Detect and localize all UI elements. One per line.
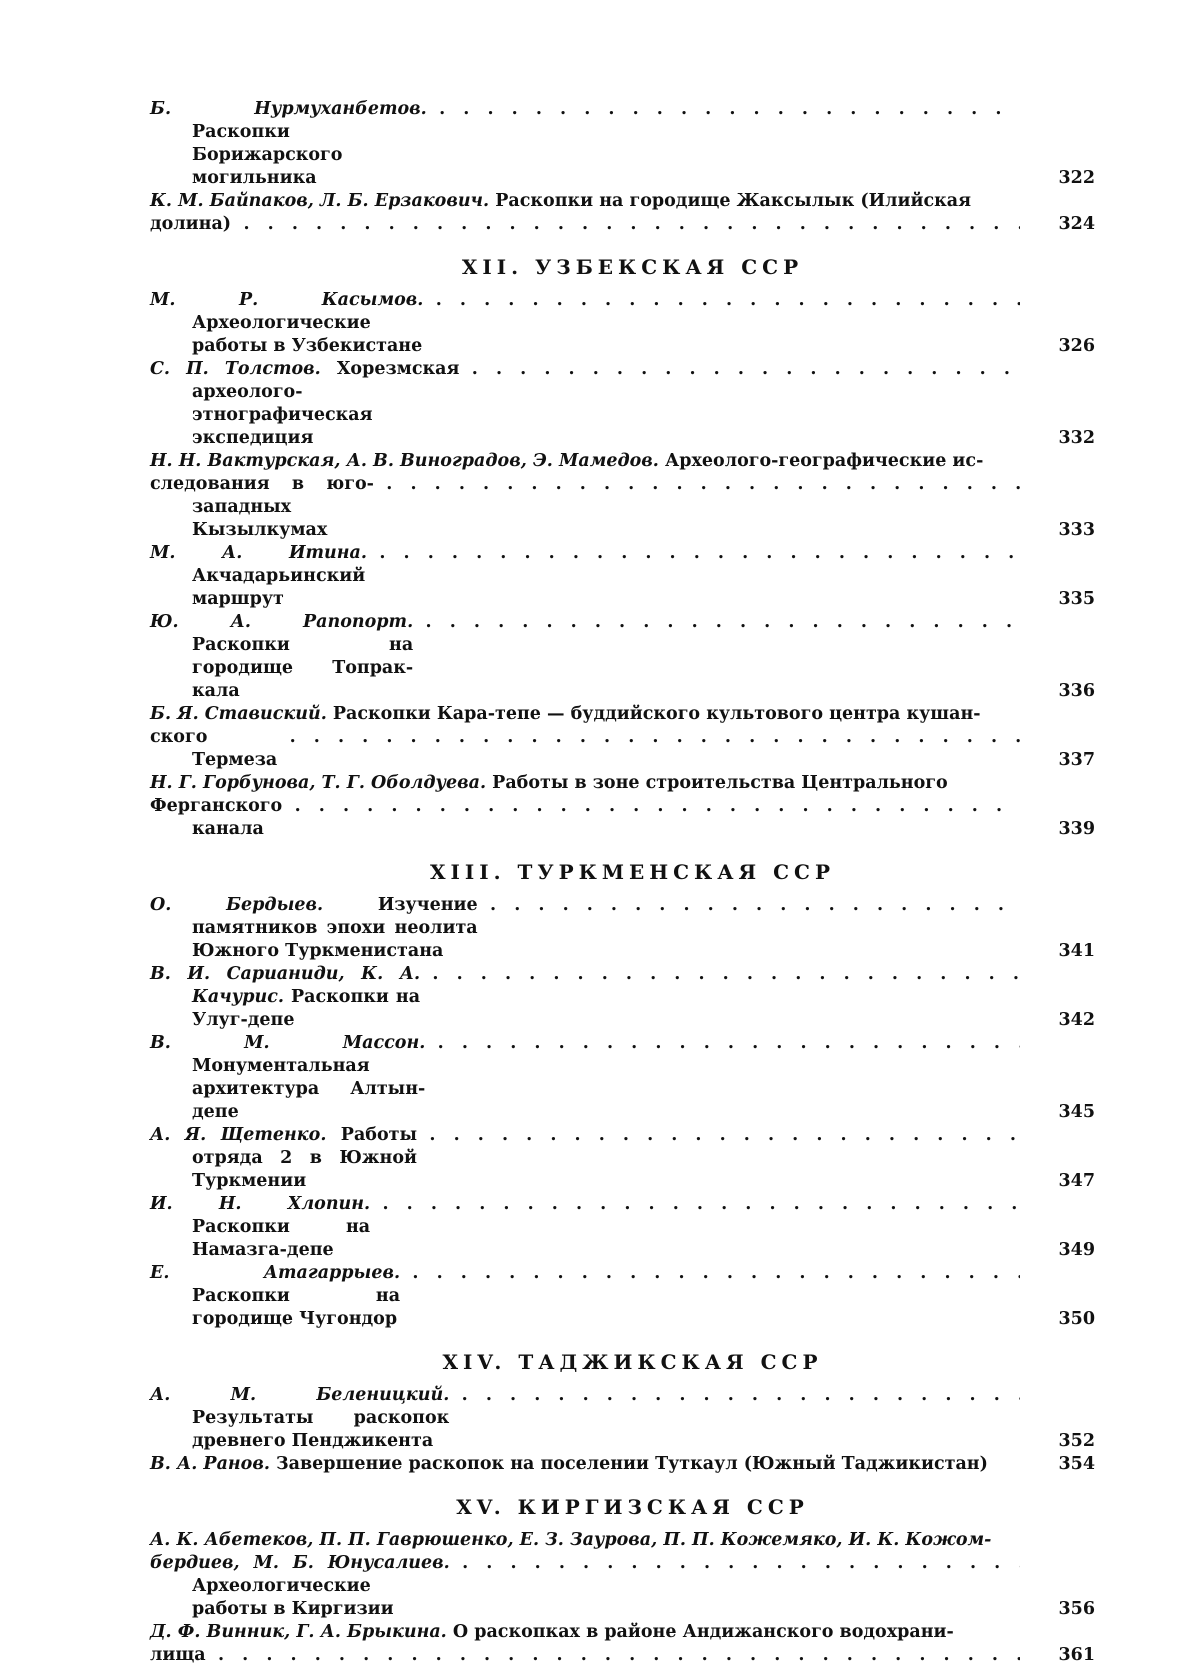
entry-first-line-text <box>150 1193 371 1262</box>
entry-title: Раскопки Борижарского могильника <box>192 122 343 188</box>
toc-entry[interactable] <box>150 190 1095 236</box>
entry-page-number: 336 <box>1058 681 1095 701</box>
entry-title: Результаты раскопок древнего Пенджикента <box>192 1408 450 1451</box>
entry-first-line-text <box>150 1529 992 1552</box>
toc-entry[interactable] <box>150 611 1095 703</box>
entry-continuation-text <box>150 726 278 772</box>
entry-title: Археологические работы в Киргизии <box>192 1576 394 1619</box>
entry-line <box>150 703 1020 726</box>
toc-entry[interactable] <box>150 1384 1095 1453</box>
entry-page-number: 361 <box>1058 1645 1095 1665</box>
entry-first-line-text <box>150 98 427 190</box>
entry-author: К. М. Байпаков, Л. Б. Ерзакович. <box>150 191 490 211</box>
entry-line <box>150 1032 1020 1124</box>
entry-page-number: 347 <box>1058 1171 1095 1191</box>
toc-entry[interactable] <box>150 1529 1095 1621</box>
dot-leader <box>376 1193 1020 1216</box>
entry-title: Изучение памятников эпохи неолита Южного Туркменистана <box>192 895 478 961</box>
entry-line <box>150 1124 1020 1193</box>
entry-line <box>150 450 1020 473</box>
entry-line <box>150 190 1020 213</box>
dot-leader <box>373 542 1020 565</box>
entry-title: лища <box>150 1645 206 1665</box>
section-heading: XIV. ТАДЖИКСКАЯ ССР <box>442 1350 823 1374</box>
entry-author: М. А. Итина. <box>150 543 367 563</box>
toc-entry[interactable] <box>150 1262 1095 1331</box>
entry-line <box>150 1384 1020 1453</box>
entry-title: долина) <box>150 214 232 234</box>
entry-title: Раскопки на городище Чугондор <box>192 1286 401 1329</box>
toc-entry[interactable] <box>150 1193 1095 1262</box>
entry-first-line-text <box>150 542 367 611</box>
dot-leader <box>212 1644 1020 1667</box>
entry-line <box>150 1453 1020 1476</box>
dot-leader <box>406 1262 1020 1285</box>
entry-title: Раскопки на Намазга-депе <box>192 1217 371 1260</box>
entry-page-number: 342 <box>1058 1010 1095 1030</box>
toc-section <box>150 1496 1095 1667</box>
entry-line <box>150 358 1020 450</box>
dot-leader <box>380 473 1020 496</box>
dot-leader <box>465 358 1020 381</box>
toc-entry[interactable] <box>150 1032 1095 1124</box>
toc-entry[interactable] <box>150 450 1095 542</box>
entry-title: Завершение раскопок на поселении Туткаул (Южный Таджикистан) <box>269 1454 988 1474</box>
entry-page-number: 354 <box>1058 1454 1095 1474</box>
entry-author: В. И. Сарианиди, К. А. Качурис. <box>150 964 421 1007</box>
section-heading: XV. КИРГИЗСКАЯ ССР <box>456 1495 809 1519</box>
entry-first-line-text <box>150 289 424 358</box>
entry-line <box>150 98 1020 190</box>
entry-first-line-text <box>150 450 984 473</box>
entry-author: М. Р. Касымов. <box>150 290 424 310</box>
entry-author: Д. Ф. Винник, Г. А. Брыкина. <box>150 1622 447 1642</box>
dot-leader <box>431 1032 1020 1055</box>
entry-first-line-text <box>150 963 421 1032</box>
entry-page-number: 352 <box>1058 1431 1095 1451</box>
entry-continuation-text <box>150 1552 450 1621</box>
dot-leader <box>429 289 1020 312</box>
entry-first-line-text <box>150 703 981 726</box>
entry-title: ского Термеза <box>150 727 278 770</box>
entry-page-number: 326 <box>1058 336 1095 356</box>
entry-page-number: 333 <box>1058 520 1095 540</box>
entry-continuation-text <box>150 473 374 542</box>
entry-first-line-text <box>150 894 478 963</box>
toc-entry[interactable] <box>150 1124 1095 1193</box>
entry-title: следования в юго-западных Кызылкумах <box>150 474 374 540</box>
entry-line <box>150 1552 1020 1621</box>
dot-leader <box>283 726 1020 749</box>
dot-leader <box>288 795 1020 818</box>
entry-first-line-text <box>150 1621 954 1644</box>
entry-line <box>150 963 1020 1032</box>
entry-title: Ферганского канала <box>150 796 283 839</box>
entry-author: Б. Я. Ставиский. <box>150 704 327 724</box>
toc-entry[interactable] <box>150 289 1095 358</box>
entry-line <box>150 289 1020 358</box>
entry-first-line-text <box>150 1124 418 1193</box>
dot-leader <box>456 1552 1020 1575</box>
entry-line <box>150 1621 1020 1644</box>
entry-title: Раскопки на Улуг-депе <box>192 987 421 1030</box>
entry-author: Н. Г. Горбунова, Т. Г. Оболдуева. <box>150 773 487 793</box>
section-continued <box>150 98 1095 236</box>
entry-author: О. Бердыев. <box>150 895 324 915</box>
toc-section <box>150 1351 1095 1476</box>
entry-first-line-text <box>150 1384 450 1453</box>
entry-title: Раскопки на городище Жаксылык (Илийская <box>489 191 972 211</box>
entry-continuation-text <box>150 795 283 841</box>
entry-line <box>150 1193 1020 1262</box>
entry-page-number: 335 <box>1058 589 1095 609</box>
entry-line <box>150 213 1020 236</box>
entry-first-line-text <box>150 611 414 703</box>
table-of-contents <box>150 98 1095 1667</box>
dot-leader <box>484 894 1020 917</box>
dot-leader <box>237 213 1020 236</box>
dot-leader <box>455 1384 1020 1407</box>
toc-entry[interactable] <box>150 358 1095 450</box>
entry-author: А. Я. Щетенко. <box>150 1125 327 1145</box>
toc-section <box>150 256 1095 841</box>
entry-line <box>150 1262 1020 1331</box>
entry-line <box>150 726 1020 772</box>
entry-page-number: 339 <box>1058 819 1095 839</box>
entry-page-number: 324 <box>1058 214 1095 234</box>
entry-line <box>150 1529 1020 1552</box>
entry-title: О раскопках в районе Андижанского водохрани- <box>446 1622 954 1642</box>
toc-entry[interactable] <box>150 1453 1095 1476</box>
entry-page-number: 341 <box>1058 941 1095 961</box>
dot-leader <box>423 1124 1020 1147</box>
entry-author: И. Н. Хлопин. <box>150 1194 371 1214</box>
entry-author: В. А. Ранов. <box>150 1454 270 1474</box>
entry-line <box>150 795 1020 841</box>
entry-page-number: 349 <box>1058 1240 1095 1260</box>
toc-entry[interactable] <box>150 1621 1095 1667</box>
entry-title: Монументальная архитектура Алтын-депе <box>192 1056 426 1122</box>
section-heading: XIII. ТУРКМЕНСКАЯ ССР <box>429 860 835 884</box>
entry-first-line-text <box>150 1262 401 1331</box>
entry-title: Работы в зоне строительства Центрального <box>486 773 948 793</box>
entry-author: А. К. Абетеков, П. П. Гаврюшенко, Е. З. Заурова, П. П. Кожемяко, И. К. Кожом- <box>150 1530 992 1550</box>
toc-entry[interactable] <box>150 542 1095 611</box>
entry-line <box>150 1644 1020 1667</box>
dot-leader <box>426 963 1020 986</box>
entry-author: В. М. Массон. <box>150 1033 426 1053</box>
entry-line <box>150 473 1020 542</box>
entry-continuation-text <box>150 1644 206 1667</box>
entry-page-number: 356 <box>1058 1599 1095 1619</box>
entry-title: Хорезмская археолого-этнографическая экспедиция <box>192 359 460 448</box>
entry-first-line-text <box>150 1453 988 1476</box>
entry-author: С. П. Толстов. <box>150 359 321 379</box>
entry-page-number: 322 <box>1058 168 1095 188</box>
entry-title: Археолого-географические ис- <box>658 451 984 471</box>
entry-line <box>150 611 1020 703</box>
toc-entry[interactable] <box>150 772 1095 841</box>
entry-page-number: 350 <box>1058 1309 1095 1329</box>
entry-title: Раскопки Кара-тепе — буддийского культового центра кушан- <box>326 704 981 724</box>
entry-first-line-text <box>150 1032 426 1124</box>
toc-entry[interactable] <box>150 963 1095 1032</box>
entry-author: Ю. А. Рапопорт. <box>150 612 414 632</box>
entry-first-line-text <box>150 358 460 450</box>
entry-title: Археологические работы в Узбекистане <box>192 313 423 356</box>
dot-leader <box>433 98 1020 121</box>
dot-leader <box>419 611 1020 634</box>
entry-first-line-text <box>150 190 972 213</box>
entry-page-number: 345 <box>1058 1102 1095 1122</box>
toc-section <box>150 861 1095 1331</box>
entry-line <box>150 542 1020 611</box>
entry-title: Раскопки на городище Топрак-кала <box>192 635 414 701</box>
section-heading: XII. УЗБЕКСКАЯ ССР <box>461 255 804 279</box>
entry-title: Работы отряда 2 в Южной Туркмении <box>192 1125 418 1191</box>
toc-entry[interactable] <box>150 703 1095 772</box>
entry-line <box>150 772 1020 795</box>
toc-entry[interactable] <box>150 98 1095 190</box>
entry-author: Н. Н. Вактурская, А. В. Виноградов, Э. Мамедов. <box>150 451 659 471</box>
entry-author: Е. Атагаррыев. <box>150 1263 401 1283</box>
entry-continuation-text <box>150 213 232 236</box>
entry-line <box>150 894 1020 963</box>
toc-entry[interactable] <box>150 894 1095 963</box>
entry-author: А. М. Беленицкий. <box>150 1385 450 1405</box>
entry-title: Акчадарьинский маршрут <box>192 566 366 609</box>
entry-first-line-text <box>150 772 948 795</box>
entry-page-number: 332 <box>1058 428 1095 448</box>
entry-page-number: 337 <box>1058 750 1095 770</box>
entry-author: бердиев, М. Б. Юнусалиев. <box>150 1553 450 1573</box>
entry-author: Б. Нурмуханбетов. <box>150 99 427 119</box>
